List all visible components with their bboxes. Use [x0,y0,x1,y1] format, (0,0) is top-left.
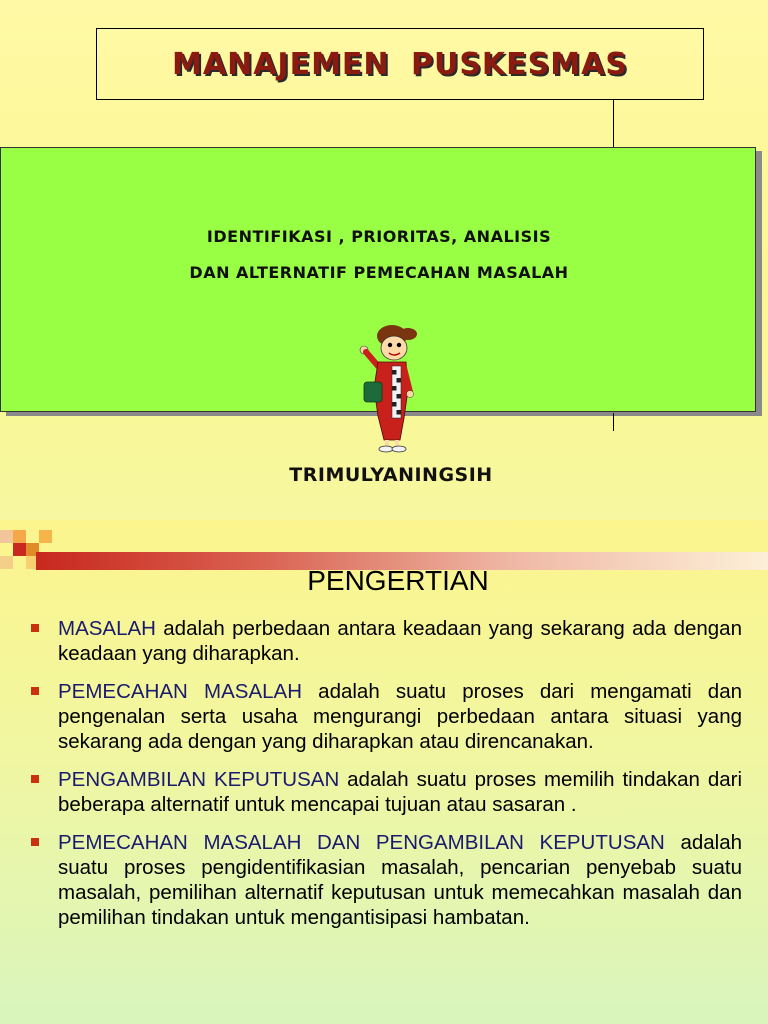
topic-line-1: IDENTIFIKASI , PRIORITAS, ANALISIS [206,227,552,246]
connector-line-lower [613,413,614,431]
definition: adalah suatu proses memilih tindakan dari beberapa alternatif untuk mencapai tujuan atau sasaran . [58,768,743,816]
term: PEMECAHAN MASALAH [58,680,302,703]
connector-line [613,100,614,147]
bullet-square-icon [31,775,39,783]
definition: adalah suatu proses dari mengamati dan pengenalan serta usaha mengurangi perbedaan antara situasi yang sekarang ada dengan yang diharapkan atau direncanakan. [58,680,743,753]
list-item [30,679,742,754]
term: PEMECAHAN MASALAH DAN PENGAMBILAN KEPUTUSAN [58,831,665,854]
bullet-square-icon [31,838,39,846]
topic-line-2: DAN ALTERNATIF PEMECAHAN MASALAH [189,263,569,282]
definition-list [30,616,742,943]
slide-definitions [0,520,768,1024]
list-item [30,830,742,930]
author-name: TRIMULYANINGSIH [289,464,493,486]
list-item [30,616,742,666]
list-item [30,767,742,817]
woman-clipart-icon [356,322,422,454]
bullet-square-icon [31,624,39,632]
title-box [96,28,704,100]
bullet-square-icon [31,687,39,695]
section-heading: PENGERTIAN [307,565,489,596]
slide-title-text: MANAJEMEN PUSKESMAS [172,46,628,82]
term: PENGAMBILAN KEPUTUSAN [58,768,340,791]
definition: adalah suatu proses pengidentifikasian masalah, pencarian penyebab suatu masalah, pemilihan alternatif keputusan untuk memecahkan masalah dan pemilihan tindakan untuk mengantisipasi hambatan. [58,831,742,929]
definition: adalah perbedaan antara keadaan yang sekarang ada dengan keadaan yang diharapkan. [58,617,742,665]
term: MASALAH [58,617,156,640]
